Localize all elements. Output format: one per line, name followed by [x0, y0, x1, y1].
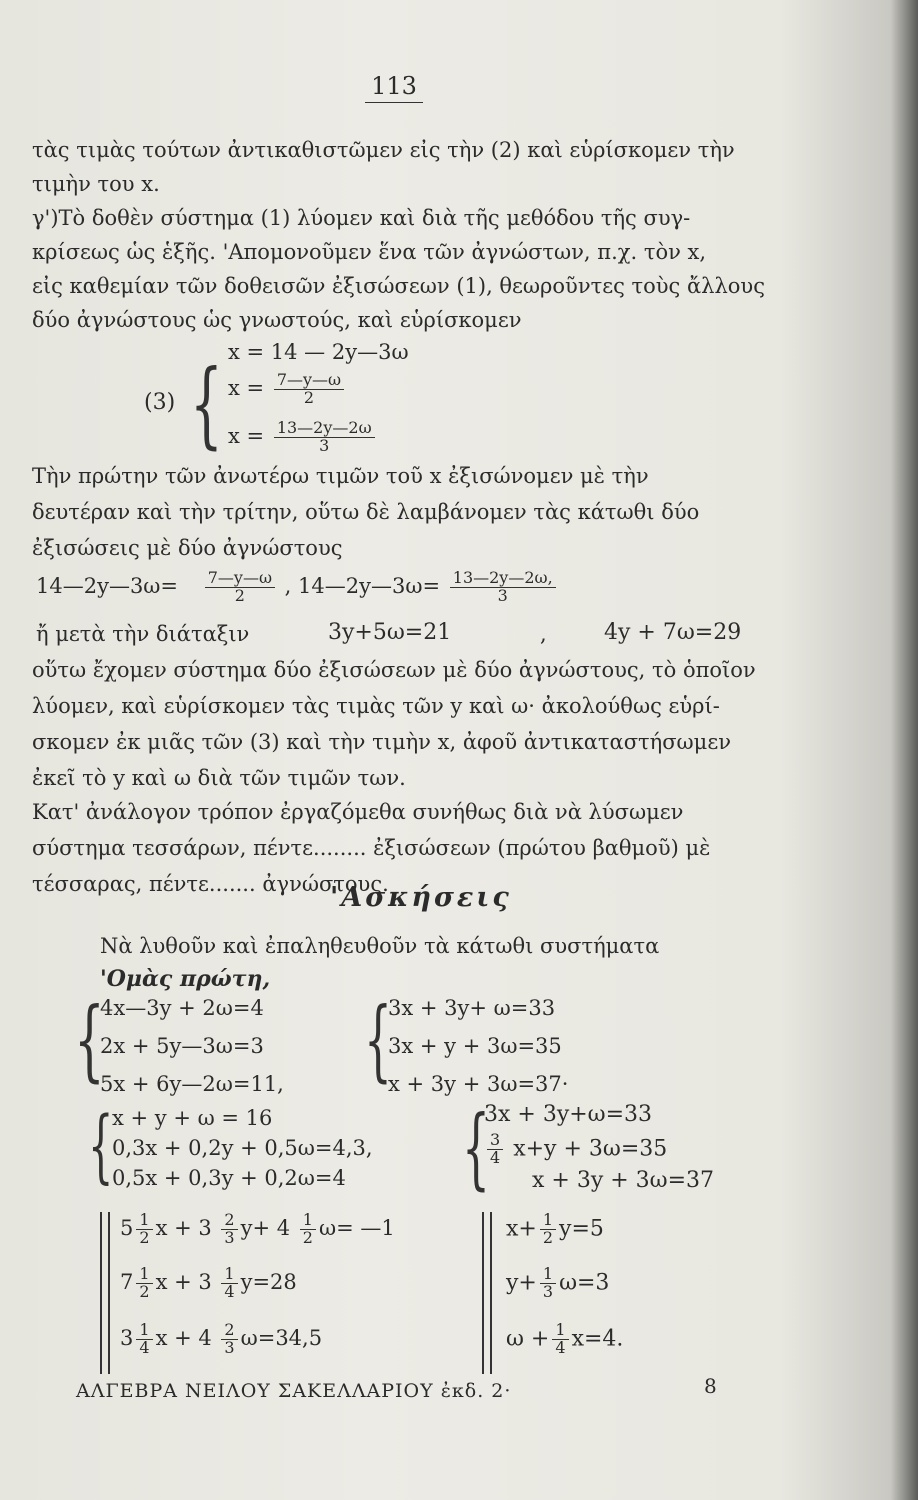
system3-line2-frac: $\frac{7—y—\omega}{2}$ — [274, 372, 344, 407]
sys-f-line: y+ $\frac{1}{3}$ ω=3 — [506, 1264, 610, 1301]
sys-f-bracket — [482, 1212, 484, 1374]
page-number: 113 — [365, 72, 423, 103]
paragraph-line: Τὴν πρώτην τῶν ἀνωτέρω τιμῶν τοῦ x ἐξισώνομεν μὲ τὴν — [32, 464, 649, 488]
paragraph-line: τιμὴν του x. — [32, 172, 160, 196]
system3-line3 — [228, 420, 378, 455]
equate-frac2: $\frac{13—2y—2\omega,}{3}$ — [450, 570, 556, 605]
system3-line2 — [228, 372, 347, 407]
sys-d-line: 3x + 3y+ω=33 — [484, 1102, 653, 1127]
equate-frac1: $\frac{7—y—\omega}{2}$ — [205, 570, 275, 605]
sys-d-line — [484, 1132, 667, 1167]
paragraph-line: τέσσαρας, πέντε....... ἀγνώστους. — [32, 872, 389, 896]
equate-line — [36, 570, 559, 605]
paragraph-line: λύομεν, καὶ εὑρίσκομεν τὰς τιμὰς τῶν y καὶ ω· ἀκολούθως εὑρί- — [32, 694, 720, 718]
exercises-heading: 'Ασκήσεις — [330, 882, 512, 913]
paragraph-line: γ')Τὸ δοθὲν σύστημα (1) λύομεν καὶ διὰ τῆς μεθόδου τῆς συγ- — [32, 206, 691, 230]
paragraph-line: κρίσεως ὡς ἑξῆς. 'Απομονοῦμεν ἕνα τῶν ἀγνώστων, π.χ. τὸν x, — [32, 240, 707, 264]
system3-line2-lhs: x = — [228, 375, 265, 400]
sys-a-brace: { — [74, 988, 105, 1091]
sys-e-line: 3 $\frac{1}{4}$ x + 4 $\frac{2}{3}$ ω=34,5 — [120, 1320, 323, 1357]
sys-f-line: x+ $\frac{1}{2}$ y=5 — [506, 1210, 604, 1247]
paragraph-line: τὰς τιμὰς τούτων ἀντικαθιστῶμεν εἰς τὴν (2) καὶ εὑρίσκομεν τὴν — [32, 138, 735, 162]
sys-d-line2-rest: x+y + 3ω=35 — [513, 1136, 668, 1162]
sys-e-bracket — [108, 1212, 110, 1374]
equate-lhs2: 14—2y—3ω= — [298, 573, 441, 598]
paragraph-line: δευτέραν καὶ τὴν τρίτην, οὕτω δὲ λαμβάνομεν τὰς κάτωθι δύο — [32, 500, 700, 524]
sys-a-line: 4x—3y + 2ω=4 — [100, 996, 264, 1020]
sys-e-line: 5 $\frac{1}{2}$ x + 3 $\frac{2}{3}$ y+ 4 $\frac{1}{2}$ ω= —1 — [120, 1210, 395, 1247]
sys-c-line: 0,5x + 0,3y + 0,2ω=4 — [112, 1166, 346, 1190]
sys-a-line: 2x + 5y—3ω=3 — [100, 1034, 264, 1058]
sys-d-line: x + 3y + 3ω=37 — [532, 1168, 715, 1193]
system3-line3-frac: $\frac{13—2y—2\omega}{3}$ — [274, 420, 375, 455]
after-eq2: 4y + 7ω=29 — [604, 620, 742, 645]
sys-f-bracket — [490, 1212, 492, 1374]
sys-b-line: 3x + 3y+ ω=33 — [388, 996, 556, 1020]
sys-c-line: x + y + ω = 16 — [112, 1106, 273, 1130]
paragraph-line: Κατ' ἀνάλογον τρόπον ἐργαζόμεθα συνήθως διὰ νὰ λύσωμεν — [32, 800, 684, 824]
paragraph-line: δύο ἀγνώστους ὡς γνωστούς, καὶ εὑρίσκομεν — [32, 308, 522, 332]
sys-b-brace: { — [364, 988, 392, 1091]
group-heading: 'Ομὰς πρώτη, — [100, 966, 271, 992]
equate-separator: , — [284, 573, 292, 598]
sys-b-line: 3x + y + 3ω=35 — [388, 1034, 562, 1058]
paragraph-line: σύστημα τεσσάρων, πέντε........ ἐξισώσεων (πρώτου βαθμοῦ) μὲ — [32, 836, 711, 860]
sys-c-line: 0,3x + 0,2y + 0,5ω=4,3, — [112, 1136, 373, 1160]
paragraph-line: οὕτω ἔχομεν σύστημα δύο ἐξισώσεων μὲ δύο ἀγνώστους, τὸ ὁποῖον — [32, 658, 756, 682]
paragraph-line: εἰς καθεμίαν τῶν δοθεισῶν ἐξισώσεων (1), θεωροῦντες τοὺς ἄλλους — [32, 274, 765, 298]
sys-c-brace: { — [88, 1099, 114, 1192]
system3-brace: { — [190, 350, 223, 459]
sys-b-line: x + 3y + 3ω=37· — [388, 1072, 569, 1096]
system3-line1: x = 14 — 2y—3ω — [228, 340, 409, 364]
paragraph-line: ἐξισώσεις μὲ δύο ἀγνώστους — [32, 536, 343, 560]
system3-label: (3) — [144, 390, 176, 415]
paragraph-line: σκομεν ἐκ μιᾶς τῶν (3) καὶ τὴν τιμὴν x, ἀφοῦ ἀντικαταστήσωμεν — [32, 730, 731, 754]
after-arrangement-text: ἤ μετὰ τὴν διάταξιν — [36, 622, 250, 646]
sys-e-line: 7 $\frac{1}{2}$ x + 3 $\frac{1}{4}$ y=28 — [120, 1264, 297, 1301]
after-eq1: 3y+5ω=21 — [328, 620, 452, 645]
sys-a-line: 5x + 6y—2ω=11, — [100, 1072, 284, 1096]
sheet-number: 8 — [704, 1374, 717, 1398]
exercises-instruction: Νὰ λυθοῦν καὶ ἐπαληθευθοῦν τὰ κάτωθι συστήματα — [100, 934, 660, 958]
sys-f-line: ω + $\frac{1}{4}$ x=4. — [506, 1320, 624, 1357]
footer-signature: ΑΛΓΕΒΡΑ ΝΕΙΛΟΥ ΣΑΚΕΛΛΑΡΙΟΥ ἐκδ. 2· — [76, 1380, 512, 1402]
sys-d-brace: { — [462, 1096, 490, 1199]
paragraph-line: ἐκεῖ τὸ y καὶ ω διὰ τῶν τιμῶν των. — [32, 766, 406, 790]
system3-line3-lhs: x = — [228, 423, 265, 448]
sys-e-bracket — [100, 1212, 102, 1374]
after-sep: , — [540, 622, 547, 646]
equate-lhs1: 14—2y—3ω= — [36, 573, 179, 598]
sys-d-frac: $\frac{3}{4}$ — [487, 1132, 503, 1167]
